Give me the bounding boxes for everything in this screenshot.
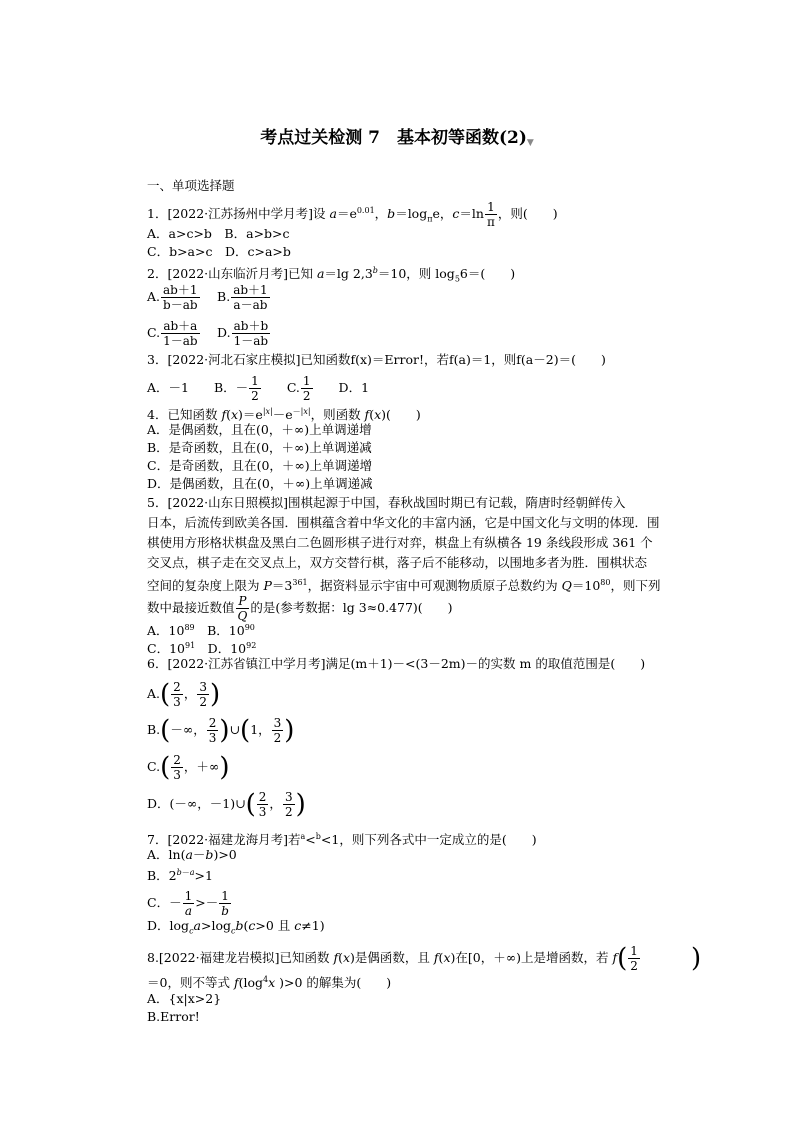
q6-option-c: C.( $\frac{2}{3}$ ，＋∞) xyxy=(147,752,230,783)
dropdown-marker-icon: ▼ xyxy=(526,138,534,148)
q5-options-ab: A．$10^{89}$ B．$10^{90}$ xyxy=(147,623,255,639)
q1-stem: 1．[2022·江苏扬州中学月考]设 xyxy=(147,206,326,221)
q8-line-2: ＝0，则不等式 $f(\log^4x$ )>0 的解集为( ) xyxy=(147,975,392,991)
q1-options-ab: A．a>c>b B．a>b>c xyxy=(147,226,290,241)
question-4: 4．已知函数 $f(x)=e^{|x|}-e^{-|x|}$，则函数 f(x)( ) xyxy=(147,407,421,423)
page-title: 考点过关检测 7 基本初等函数(2)▼ xyxy=(260,128,534,148)
q6-option-a: A.( $\frac{2}{3}$ ， $\frac{3}{2}$ ) xyxy=(147,679,221,710)
q1-options-cd: C．b>a>c D．c>a>b xyxy=(147,244,291,259)
q8-option-b: B.Error! xyxy=(147,1009,200,1024)
q5-line-4: 交叉点，棋子走在交叉点上，双方交替行棋，落子后不能移动，以围地多者为胜．围棋状态 xyxy=(147,555,648,570)
q1-tail: ，则( ) xyxy=(497,206,558,221)
question-2: 2．[2022·山东临沂月考]已知 a＝lg 2,3$^b$＝10，则 $\log_56=$( ) xyxy=(147,266,516,284)
q7-option-b: B．$2^{b-a}>1$ xyxy=(147,868,213,884)
q7-option-d: D．$\log_ca>\log_cb(c>0$ 且 c≠1) xyxy=(147,918,325,936)
q5-options-cd: C．$10^{91}$ D．$10^{92}$ xyxy=(147,641,257,657)
q1-vars: $a=e^{0.01}$，$b=\log_\pi e$，c＝ln xyxy=(329,205,484,224)
q1-frac: $\frac{1}{\pi}$ xyxy=(486,200,495,229)
q4-option-b: B．是奇函数，且在(0，＋∞)上单调递减 xyxy=(147,440,372,455)
q7-option-a: A．ln(a－b)>0 xyxy=(147,847,237,862)
q5-line-5: 空间的复杂度上限为 $P=3^{361}$，据资料显示宇宙中可观测物质原子总数约为 $Q=10^{80}$，则下列 xyxy=(147,578,661,594)
q8-option-a: A．{x|x>2} xyxy=(147,991,222,1006)
q5-line-2: 日本，后流传到欧美各国．围棋蕴含着中华文化的丰富内涵，它是中国文化与文明的体现．围 xyxy=(147,515,660,530)
q2-options-ab: A. $\frac{ab+1}{b-ab}$ B. $\frac{ab+1}{a-ab}$ xyxy=(147,283,268,312)
q8-line-1: 8.[2022·福建龙岩模拟]已知函数 f(x)是偶函数，且 f(x)在[0，＋∞)上是增函数，若 f( $\frac{1}{2}$ ) xyxy=(147,943,702,974)
q6-option-b: B.(－∞， $\frac{2}{3}$ )∪(1， $\frac{3}{2}$ ) xyxy=(147,715,295,746)
question-6: 6．[2022·江苏省镇江中学月考]满足(m＋1)－<(3－2m)－的实数 m 的取值范围是( ) xyxy=(147,656,646,671)
question-3: 3．[2022·河北石家庄模拟]已知函数f(x)＝Error!，若f(a)＝1，则f(a－2)＝( ) xyxy=(147,352,606,367)
q4-option-d: D．是偶函数，且在(0，＋∞)上单调递减 xyxy=(147,476,373,491)
q5-line-6: 数中最接近数值 $\frac{P}{Q}$ 的是(参考数据：lg 3≈0.477)( ) xyxy=(147,594,453,623)
q7-option-c: C．－ $\frac{1}{a}$ >－ $\frac{1}{b}$ xyxy=(147,889,229,918)
section-heading: 一、单项选择题 xyxy=(147,178,235,193)
question-7: 7．[2022·福建龙海月考]若$^a$<$^b$<1，则下列各式中一定成立的是( ) xyxy=(147,832,537,848)
q3-options: A．－1 B．－ $\frac{1}{2}$ C. $\frac{1}{2}$ D．1 xyxy=(147,374,370,403)
q5-line-1: 5．[2022·山东日照模拟]围棋起源于中国，春秋战国时期已有记载，隋唐时经朝鲜传入 xyxy=(147,495,626,510)
q4-option-c: C．是奇函数，且在(0，＋∞)上单调递增 xyxy=(147,458,373,473)
q5-line-3: 棋使用方形格状棋盘及黑白二色圆形棋子进行对弈，棋盘上有纵横各 19 条线段形成 361 个 xyxy=(147,535,653,550)
q4-option-a: A．是偶函数，且在(0，＋∞)上单调递增 xyxy=(147,422,372,437)
question-1 xyxy=(147,200,558,229)
q2-options-cd: C. $\frac{ab+a}{1-ab}$ D. $\frac{ab+b}{1-ab}$ xyxy=(147,319,269,348)
q6-option-d: D．(－∞，－1)∪( $\frac{2}{3}$ ， $\frac{3}{2}$ ) xyxy=(147,789,306,820)
